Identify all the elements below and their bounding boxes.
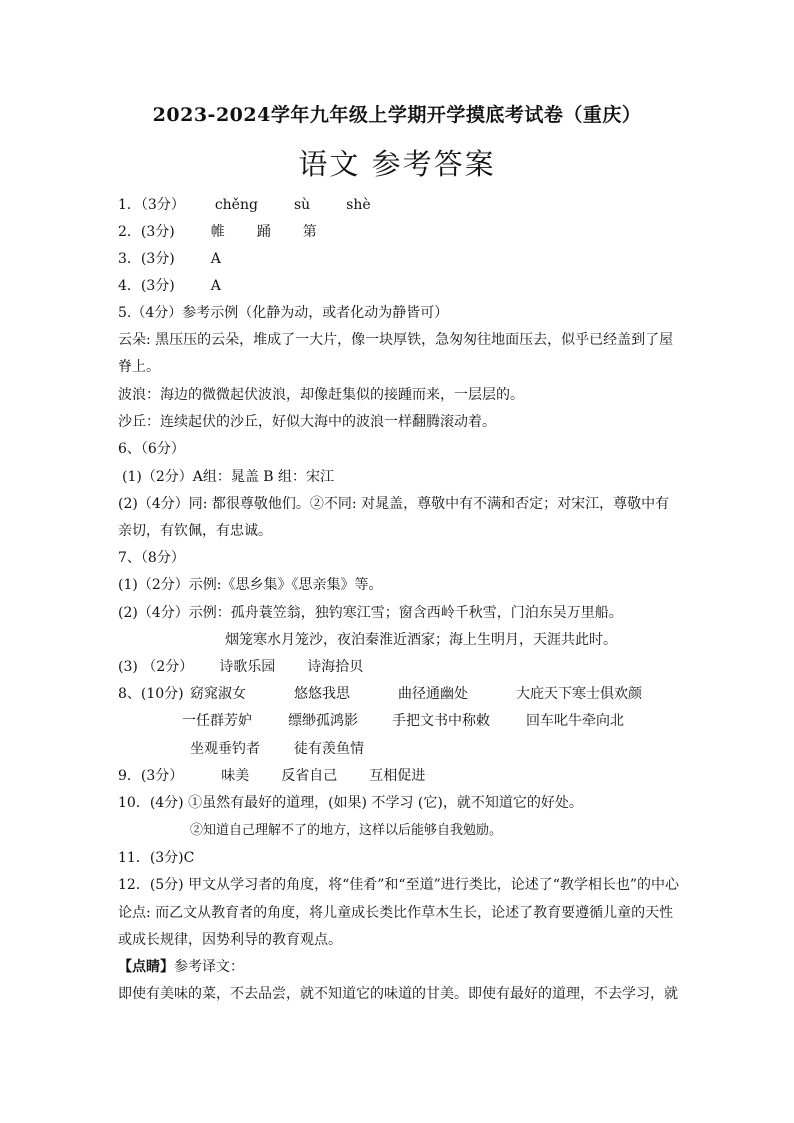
q2-answer-b: 踊 — [256, 224, 271, 240]
q3-label: 3．(3分) — [118, 251, 175, 267]
q8-answer-1: 窈窕淑女 — [190, 686, 246, 702]
q2-answer-a: 帷 — [210, 224, 225, 240]
q2-label: 2．(3分) — [118, 224, 175, 240]
answer-key-heading: 语文 参考答案 — [298, 147, 496, 181]
answer-q5-cloud-2: 脊上。 — [118, 359, 160, 375]
answer-q7-part1: (1)（2分）示例:《思乡集》《思亲集》等。 — [118, 577, 383, 593]
q4-answer: A — [210, 278, 221, 294]
answer-q6-part1: (1)（2分）A组：晁盖 B 组：宋江 — [122, 469, 335, 485]
q1-answer-a: chěng — [214, 197, 258, 213]
answer-q5-cloud-1: 云朵: 黑压压的云朵，堆成了一大片，像一块厚铁，急匆匆往地面压去，似乎已经盖到了屋 — [118, 332, 674, 348]
answer-q5-wave: 波浪：海边的微微起伏波浪，却像赶集似的接踵而来，一层层的。 — [118, 387, 524, 403]
q3-answer: A — [210, 251, 221, 267]
answer-q9 — [118, 766, 425, 786]
q7-part3-answer-b: 诗海拾贝 — [307, 659, 364, 675]
q9-answer-b: 反省自己 — [281, 768, 338, 784]
q4-label: 4．(3分) — [118, 278, 175, 294]
answer-q7-part3 — [118, 657, 363, 677]
answer-q8-label: 8、(10分) — [118, 686, 184, 702]
answer-q10-line1: 10．(4分) ①虽然有最好的道理，(如果) 不学习 (它)，就不知道它的好处。 — [118, 795, 583, 811]
q1-answer-c: shè — [346, 197, 371, 213]
answer-q7-head: 7、（8分） — [118, 550, 185, 566]
q8-answer-6: 缥缈孤鸿影 — [288, 713, 358, 729]
q8-answer-4: 大庇天下寒士俱欢颜 — [516, 686, 642, 702]
q1-answer-b: sù — [293, 197, 311, 213]
answer-q5-dune: 沙丘：连续起伏的沙丘，好似大海中的波浪一样翻腾滚动着。 — [118, 414, 496, 430]
answer-q6-part2-line2: 亲切，有钦佩，有忠诚。 — [118, 523, 272, 539]
answer-q12-line1: 12．(5分) 甲文从学习者的角度，将“佳肴”和“至道”进行类比，论述了“教学相长也”的中心 — [118, 877, 680, 893]
answer-q4 — [118, 276, 221, 296]
answer-q6-part2-line1: (2)（4分）同: 都很尊敬他们。②不同: 对晁盖，尊敬中有不满和否定；对宋江，尊敬中有 — [118, 496, 670, 512]
q1-label: 1．（3分） — [118, 197, 185, 213]
q9-answer-c: 互相促进 — [369, 768, 426, 784]
answer-q7-part2-line1: (2)（4分）示例：孤舟蓑笠翁，独钓寒江雪；窗含西岭千秋雪，门泊东吴万里船。 — [118, 605, 623, 621]
note-label: 参考译文： — [174, 959, 244, 975]
q9-label: 9．(3分） — [118, 768, 184, 784]
q8-answer-3: 曲径通幽处 — [398, 686, 468, 702]
q2-answer-c: 第 — [302, 224, 317, 240]
answer-q6-head: 6、（6分） — [118, 441, 185, 457]
exam-title: 2023-2024学年九年级上学期开学摸底考试卷（重庆） — [152, 104, 642, 126]
q8-answer-8: 回车叱牛牵向北 — [526, 713, 624, 729]
answer-q11: 11．(3分)C — [118, 850, 195, 866]
q8-answer-2: 悠悠我思 — [294, 686, 350, 702]
answer-q1 — [118, 195, 371, 215]
q7-part3-answer-a: 诗歌乐园 — [219, 659, 276, 675]
answer-q5-head: 5.（4分）参考示例（化静为动，或者化动为静皆可） — [118, 305, 449, 321]
answer-q2 — [118, 222, 317, 242]
q7-part3-label: (3) （2分） — [118, 659, 194, 675]
note-heading — [118, 957, 244, 977]
answer-q12-line2: 论点: 而乙文从教育者的角度，将儿童成长类比作草木生长，论述了教育要遵循儿童的天性 — [118, 905, 674, 921]
answer-q7-part2-line2: 烟笼寒水月笼沙，夜泊秦淮近酒家；海上生明月，天涯共此时。 — [225, 632, 617, 648]
q8-answer-5: 一任群芳妒 — [182, 713, 252, 729]
answer-q12-line3: 或成长规律，因势利导的教育观点。 — [118, 932, 342, 948]
answer-q10-line2: ②知道自己理解不了的地方，这样以后能够自我勉励。 — [190, 823, 503, 838]
note-translation-line1: 即使有美味的菜，不去品尝，就不知道它的味道的甘美。即使有最好的道理，不去学习，就 — [118, 986, 678, 1002]
q8-answer-9: 坐观垂钓者 — [190, 741, 260, 757]
q9-answer-a: 味美 — [221, 768, 250, 784]
q8-answer-7: 手把文书中称敕 — [392, 713, 490, 729]
q8-answer-10: 徒有羡鱼情 — [294, 741, 364, 757]
answer-q3 — [118, 249, 221, 269]
note-tag: 【点睛】 — [118, 959, 174, 975]
